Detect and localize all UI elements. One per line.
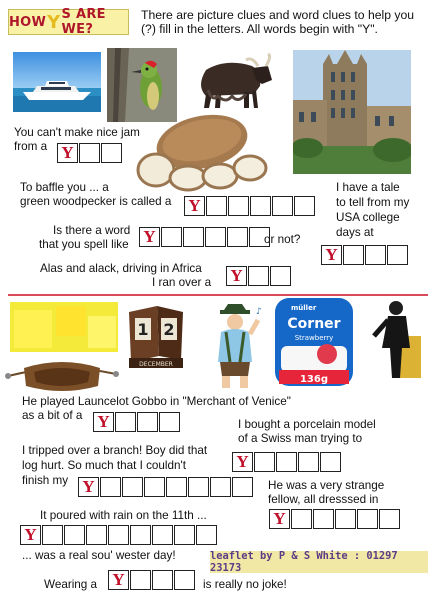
letter-box[interactable] xyxy=(174,525,195,545)
title-y: Y xyxy=(47,11,61,33)
letter-box[interactable] xyxy=(210,477,231,497)
clue-merchant-line1: He played Launcelot Gobbo in "Merchant of Venice" xyxy=(22,395,291,408)
letter-y-box: Y xyxy=(232,452,253,472)
clue-strange-line2: fellow, all dresssed in xyxy=(268,493,379,506)
figure-image xyxy=(366,296,421,378)
letter-box[interactable] xyxy=(379,509,400,529)
letter-box[interactable] xyxy=(174,570,195,590)
letter-y-box: Y xyxy=(78,477,99,497)
letter-box[interactable] xyxy=(152,525,173,545)
clue-tale-line3: USA college xyxy=(336,211,400,224)
letter-y-box: Y xyxy=(108,570,129,590)
letter-box[interactable] xyxy=(254,452,275,472)
letter-y-box: Y xyxy=(139,227,160,247)
letter-box[interactable] xyxy=(130,570,151,590)
letter-y-box: Y xyxy=(269,509,290,529)
answer-boxes-rain xyxy=(20,525,218,545)
letter-box[interactable] xyxy=(228,196,249,216)
letter-y-box: Y xyxy=(184,196,205,216)
letter-box[interactable] xyxy=(365,245,386,265)
letter-y-box: Y xyxy=(93,412,114,432)
letter-box[interactable] xyxy=(276,452,297,472)
letter-box[interactable] xyxy=(270,266,291,286)
calendar-digit-1: 1 xyxy=(137,320,149,339)
clue-africa-line1: Alas and alack, driving in Africa xyxy=(40,262,202,275)
clue-joke: is really no joke! xyxy=(203,578,287,591)
letter-box[interactable] xyxy=(161,227,182,247)
letter-box[interactable] xyxy=(357,509,378,529)
clue-spell-line2: that you spell like xyxy=(39,238,129,251)
letter-y-box: Y xyxy=(321,245,342,265)
title-prefix: HOW xyxy=(9,14,47,30)
calendar-month: DECEMBER xyxy=(139,361,173,368)
clue-tale-line4: days at xyxy=(336,226,374,239)
answer-boxes-porcelain xyxy=(232,452,342,472)
yacht-image xyxy=(13,52,101,112)
yoke-image xyxy=(4,352,120,398)
clue-branch-line3: finish my xyxy=(22,474,69,487)
letter-box[interactable] xyxy=(122,477,143,497)
letter-box[interactable] xyxy=(159,412,180,432)
letter-box[interactable] xyxy=(343,245,364,265)
clue-wearing: Wearing a xyxy=(44,578,98,591)
letter-box[interactable] xyxy=(188,477,209,497)
letter-box[interactable] xyxy=(115,412,136,432)
yogurt-brand: müller xyxy=(291,304,317,312)
letter-box[interactable] xyxy=(291,509,312,529)
letter-box[interactable] xyxy=(313,509,334,529)
yak-image xyxy=(186,50,274,113)
clue-tale-line1: I have a tale xyxy=(336,181,400,194)
clue-branch-line2: log hurt. So much that I couldn't xyxy=(22,459,187,472)
clue-porcelain-line2: of a Swiss man trying to xyxy=(238,432,363,445)
letter-box[interactable] xyxy=(387,245,408,265)
yogurt-weight: 136g xyxy=(299,374,329,385)
letter-box[interactable] xyxy=(206,196,227,216)
clue-jam-line2: from a xyxy=(14,140,48,153)
answer-boxes-tale xyxy=(321,245,409,265)
clue-souwester: ... was a real sou' wester day! xyxy=(22,549,176,562)
letter-box[interactable] xyxy=(250,196,271,216)
letter-box[interactable] xyxy=(183,227,204,247)
letter-box[interactable] xyxy=(130,525,151,545)
letter-box[interactable] xyxy=(79,143,100,163)
letter-y-box: Y xyxy=(226,266,247,286)
clue-porcelain-line1: I bought a porcelain model xyxy=(238,418,376,431)
letter-box[interactable] xyxy=(101,143,122,163)
letter-box[interactable] xyxy=(166,477,187,497)
page-title xyxy=(8,9,129,35)
letter-box[interactable] xyxy=(320,452,341,472)
music-note-icon: ♪ xyxy=(256,307,262,317)
letter-box[interactable] xyxy=(100,477,121,497)
letter-box[interactable] xyxy=(294,196,315,216)
clue-merchant-line2: as a bit of a xyxy=(22,409,83,422)
yodeller-image xyxy=(206,302,264,388)
letter-box[interactable] xyxy=(108,525,129,545)
letter-box[interactable] xyxy=(227,227,248,247)
clue-rain-line1: It poured with rain on the 11th ... xyxy=(40,509,207,522)
credit-banner: leaflet by P & S White : 01297 23173 xyxy=(210,551,428,573)
letter-box[interactable] xyxy=(232,477,253,497)
letter-box[interactable] xyxy=(205,227,226,247)
yogurt-image xyxy=(273,296,355,388)
letter-box[interactable] xyxy=(144,477,165,497)
yogurt-flavour: Strawberry xyxy=(294,334,334,342)
clue-africa-line2: I ran over a xyxy=(152,276,212,289)
letter-box[interactable] xyxy=(298,452,319,472)
college-building-image xyxy=(293,50,411,174)
letter-box[interactable] xyxy=(64,525,85,545)
answer-boxes-africa xyxy=(226,266,292,286)
clue-strange-line1: He was a very strange xyxy=(268,479,385,492)
answer-boxes-wearing xyxy=(108,570,196,590)
letter-box[interactable] xyxy=(42,525,63,545)
clue-spell-line3: or not? xyxy=(264,233,301,246)
letter-box[interactable] xyxy=(152,570,173,590)
yellow-blocks-image xyxy=(10,302,118,354)
section-divider xyxy=(8,294,428,296)
clue-woodpecker-line2: green woodpecker is called a xyxy=(20,195,172,208)
clue-branch-line1: I tripped over a branch! Boy did that xyxy=(22,444,208,457)
answer-boxes-strange xyxy=(269,509,401,529)
letter-box[interactable] xyxy=(196,525,217,545)
letter-y-box: Y xyxy=(20,525,41,545)
yam-image xyxy=(136,110,278,194)
letter-box[interactable] xyxy=(272,196,293,216)
answer-boxes-woodpecker xyxy=(184,196,316,216)
answer-boxes-merchant xyxy=(93,412,181,432)
clue-jam-line1: You can't make nice jam xyxy=(14,126,140,139)
answer-boxes-branch xyxy=(78,477,254,497)
answer-boxes-jam xyxy=(57,143,123,163)
letter-y-box: Y xyxy=(57,143,78,163)
yogurt-name: Corner xyxy=(287,316,341,332)
title-suffix: S ARE WE? xyxy=(61,7,106,37)
calendar-digit-2: 2 xyxy=(163,320,175,339)
answer-boxes-spell xyxy=(139,227,271,247)
intro-text: There are picture clues and word clues to help you (?) fill in the letters. All words begin with "Y". xyxy=(141,8,415,36)
letter-box[interactable] xyxy=(248,266,269,286)
calendar-blocks-image xyxy=(121,302,191,376)
clue-woodpecker-line1: To baffle you ... a xyxy=(20,181,109,194)
letter-box[interactable] xyxy=(335,509,356,529)
clue-tale-line2: to tell from my xyxy=(336,196,410,209)
clue-spell-line1: Is there a word xyxy=(53,224,131,237)
letter-box[interactable] xyxy=(86,525,107,545)
letter-box[interactable] xyxy=(137,412,158,432)
